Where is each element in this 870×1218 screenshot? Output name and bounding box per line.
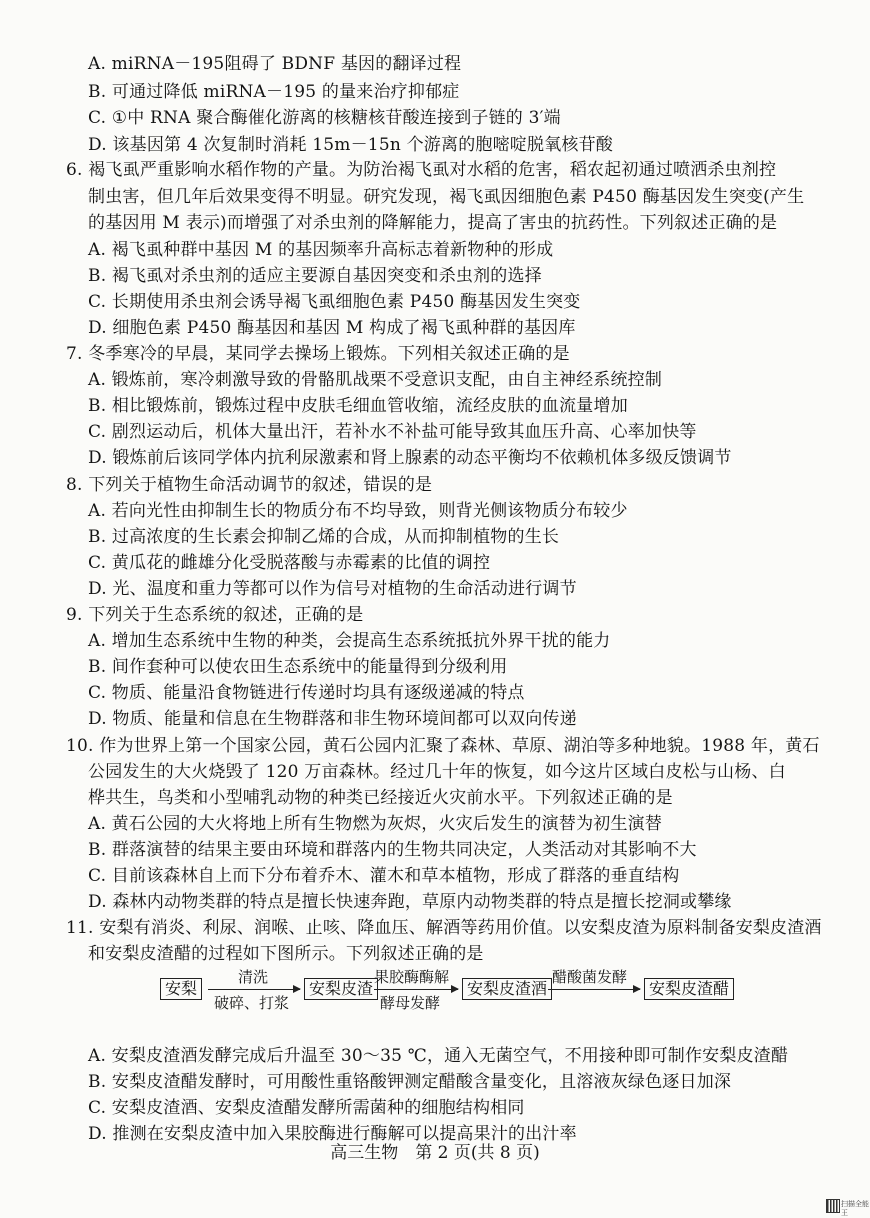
question-stem: 9. 下列关于生态系统的叙述，正确的是 [66,605,364,625]
scanner-logo-icon [826,1199,840,1213]
question-stem-continued: 公园发生的大火烧毁了 120 万亩森林。经过几十年的恢复，如今这片区域白皮松与山杨、白 [88,762,786,782]
flow-arrow-1 [208,989,300,990]
flow-arrow-2 [374,989,458,990]
answer-option: C. 黄瓜花的雌雄分化受脱落酸与赤霉素的比值的调控 [88,553,491,573]
answer-option: C. 长期使用杀虫剂会诱导褐飞虱细胞色素 P450 酶基因发生突变 [88,292,581,312]
answer-option: C. ①中 RNA 聚合酶催化游离的核糖核苷酸连接到子链的 3′端 [88,108,561,128]
flow-label-wash: 清洗 [238,968,269,986]
flow-box-pomace: 安梨皮渣 [304,978,378,1000]
answer-option: A. 褐飞虱种群中基因 M 的基因频率升高标志着新物种的形成 [88,240,554,260]
answer-option: D. 细胞色素 P450 酶基因和基因 M 构成了褐飞虱种群的基因库 [88,318,576,338]
question-stem-continued: 桦共生，鸟类和小型哺乳动物的种类已经接近火灾前水平。下列叙述正确的是 [88,788,673,808]
answer-option: D. 森林内动物类群的特点是擅长快速奔跑，草原内动物类群的特点是擅长挖洞或攀缘 [88,892,732,912]
answer-option: B. 间作套种可以使农田生态系统中的能量得到分级利用 [88,657,508,677]
scanner-watermark: 扫描全能王 [841,1200,869,1217]
answer-option: A. 黄石公园的大火将地上所有生物燃为灰烬，火灾后发生的演替为初生演替 [88,814,663,834]
question-stem: 6. 褐飞虱严重影响水稻作物的产量。为防治褐飞虱对水稻的危害，稻农起初通过喷洒杀虫剂控 [66,160,777,180]
answer-option: A. 若向光性由抑制生长的物质分布不均导致，则背光侧该物质分布较少 [88,501,628,521]
flow-label-acetobacter: 醋酸菌发酵 [552,968,628,986]
answer-option: D. 物质、能量和信息在生物群落和非生物环境间都可以双向传递 [88,709,577,729]
question-stem: 8. 下列关于植物生命活动调节的叙述，错误的是 [66,475,433,495]
question-stem-continued: 和安梨皮渣醋的过程如下图所示。下列叙述正确的是 [88,944,484,964]
answer-option: C. 剧烈运动后，机体大量出汗，若补水不补盐可能导致其血压升高、心率加快等 [88,422,697,442]
answer-option: D. 推测在安梨皮渣中加入果胶酶进行酶解可以提高果汁的出汁率 [88,1124,577,1144]
answer-option: D. 锻炼前后该同学体内抗利尿激素和肾上腺素的动态平衡均不依赖机体多级反馈调节 [88,448,732,468]
answer-option: A. miRNA－195阻碍了 BDNF 基因的翻译过程 [88,54,462,74]
flow-box-wine: 安梨皮渣酒 [462,978,552,1000]
answer-option: D. 该基因第 4 次复制时消耗 15m－15n 个游离的胞嘧啶脱氧核苷酸 [88,135,613,155]
question-stem: 10. 作为世界上第一个国家公园，黄石公园内汇聚了森林、草原、湖泊等多种地貌。1988 年，黄石 [66,736,820,756]
answer-option: C. 物质、能量沿食物链进行传递时均具有逐级递减的特点 [88,683,525,703]
question-stem-continued: 的基因用 M 表示)而增强了对杀虫剂的降解能力，提高了害虫的抗药性。下列叙述正确的是 [88,213,778,233]
question-stem: 11. 安梨有消炎、利尿、润喉、止咳、降血压、解酒等药用价值。以安梨皮渣为原料制备安梨皮渣酒 [66,918,822,938]
flow-label-pectinase: 果胶酶酶解 [374,968,450,986]
answer-option: B. 群落演替的结果主要由环境和群落内的生物共同决定，人类活动对其影响不大 [88,840,697,860]
answer-option: B. 相比锻炼前，锻炼过程中皮肤毛细血管收缩，流经皮肤的血流量增加 [88,396,628,416]
answer-option: C. 目前该森林自上而下分布着乔木、灌木和草本植物，形成了群落的垂直结构 [88,866,680,886]
flow-arrow-3 [548,989,640,990]
flow-label-yeast: 酵母发酵 [380,994,441,1012]
flow-box-vinegar: 安梨皮渣醋 [644,978,734,1000]
answer-option: B. 过高浓度的生长素会抑制乙烯的合成，从而抑制植物的生长 [88,527,560,547]
answer-option: A. 安梨皮渣酒发酵完成后升温至 30～35 ℃，通入无菌空气，不用接种即可制作安梨皮渣醋 [88,1046,789,1066]
answer-option: B. 可通过降低 miRNA－195 的量来治疗抑郁症 [88,82,460,102]
answer-option: A. 增加生态系统中生物的种类，会提高生态系统抵抗外界干扰的能力 [88,631,611,651]
answer-option: A. 锻炼前，寒冷刺激导致的骨骼肌战栗不受意识支配，由自主神经系统控制 [88,370,663,390]
process-flow-diagram [160,968,740,1024]
question-stem: 7. 冬季寒冷的早晨，某同学去操场上锻炼。下列相关叙述正确的是 [66,344,570,364]
answer-option: B. 褐飞虱对杀虫剂的适应主要源自基因突变和杀虫剂的选择 [88,266,542,286]
flow-box-pear: 安梨 [160,978,202,1000]
flow-label-crush: 破碎、打浆 [214,994,290,1012]
page-footer: 高三生物 第 2 页(共 8 页) [330,1143,540,1163]
answer-option: B. 安梨皮渣醋发酵时，可用酸性重铬酸钾测定醋酸含量变化，且溶液灰绿色逐日加深 [88,1072,732,1092]
answer-option: C. 安梨皮渣酒、安梨皮渣醋发酵所需菌种的细胞结构相同 [88,1098,525,1118]
answer-option: D. 光、温度和重力等都可以作为信号对植物的生命活动进行调节 [88,579,577,599]
question-stem-continued: 制虫害，但几年后效果变得不明显。研究发现，褐飞虱因细胞色素 P450 酶基因发生突变(产生 [88,187,805,207]
